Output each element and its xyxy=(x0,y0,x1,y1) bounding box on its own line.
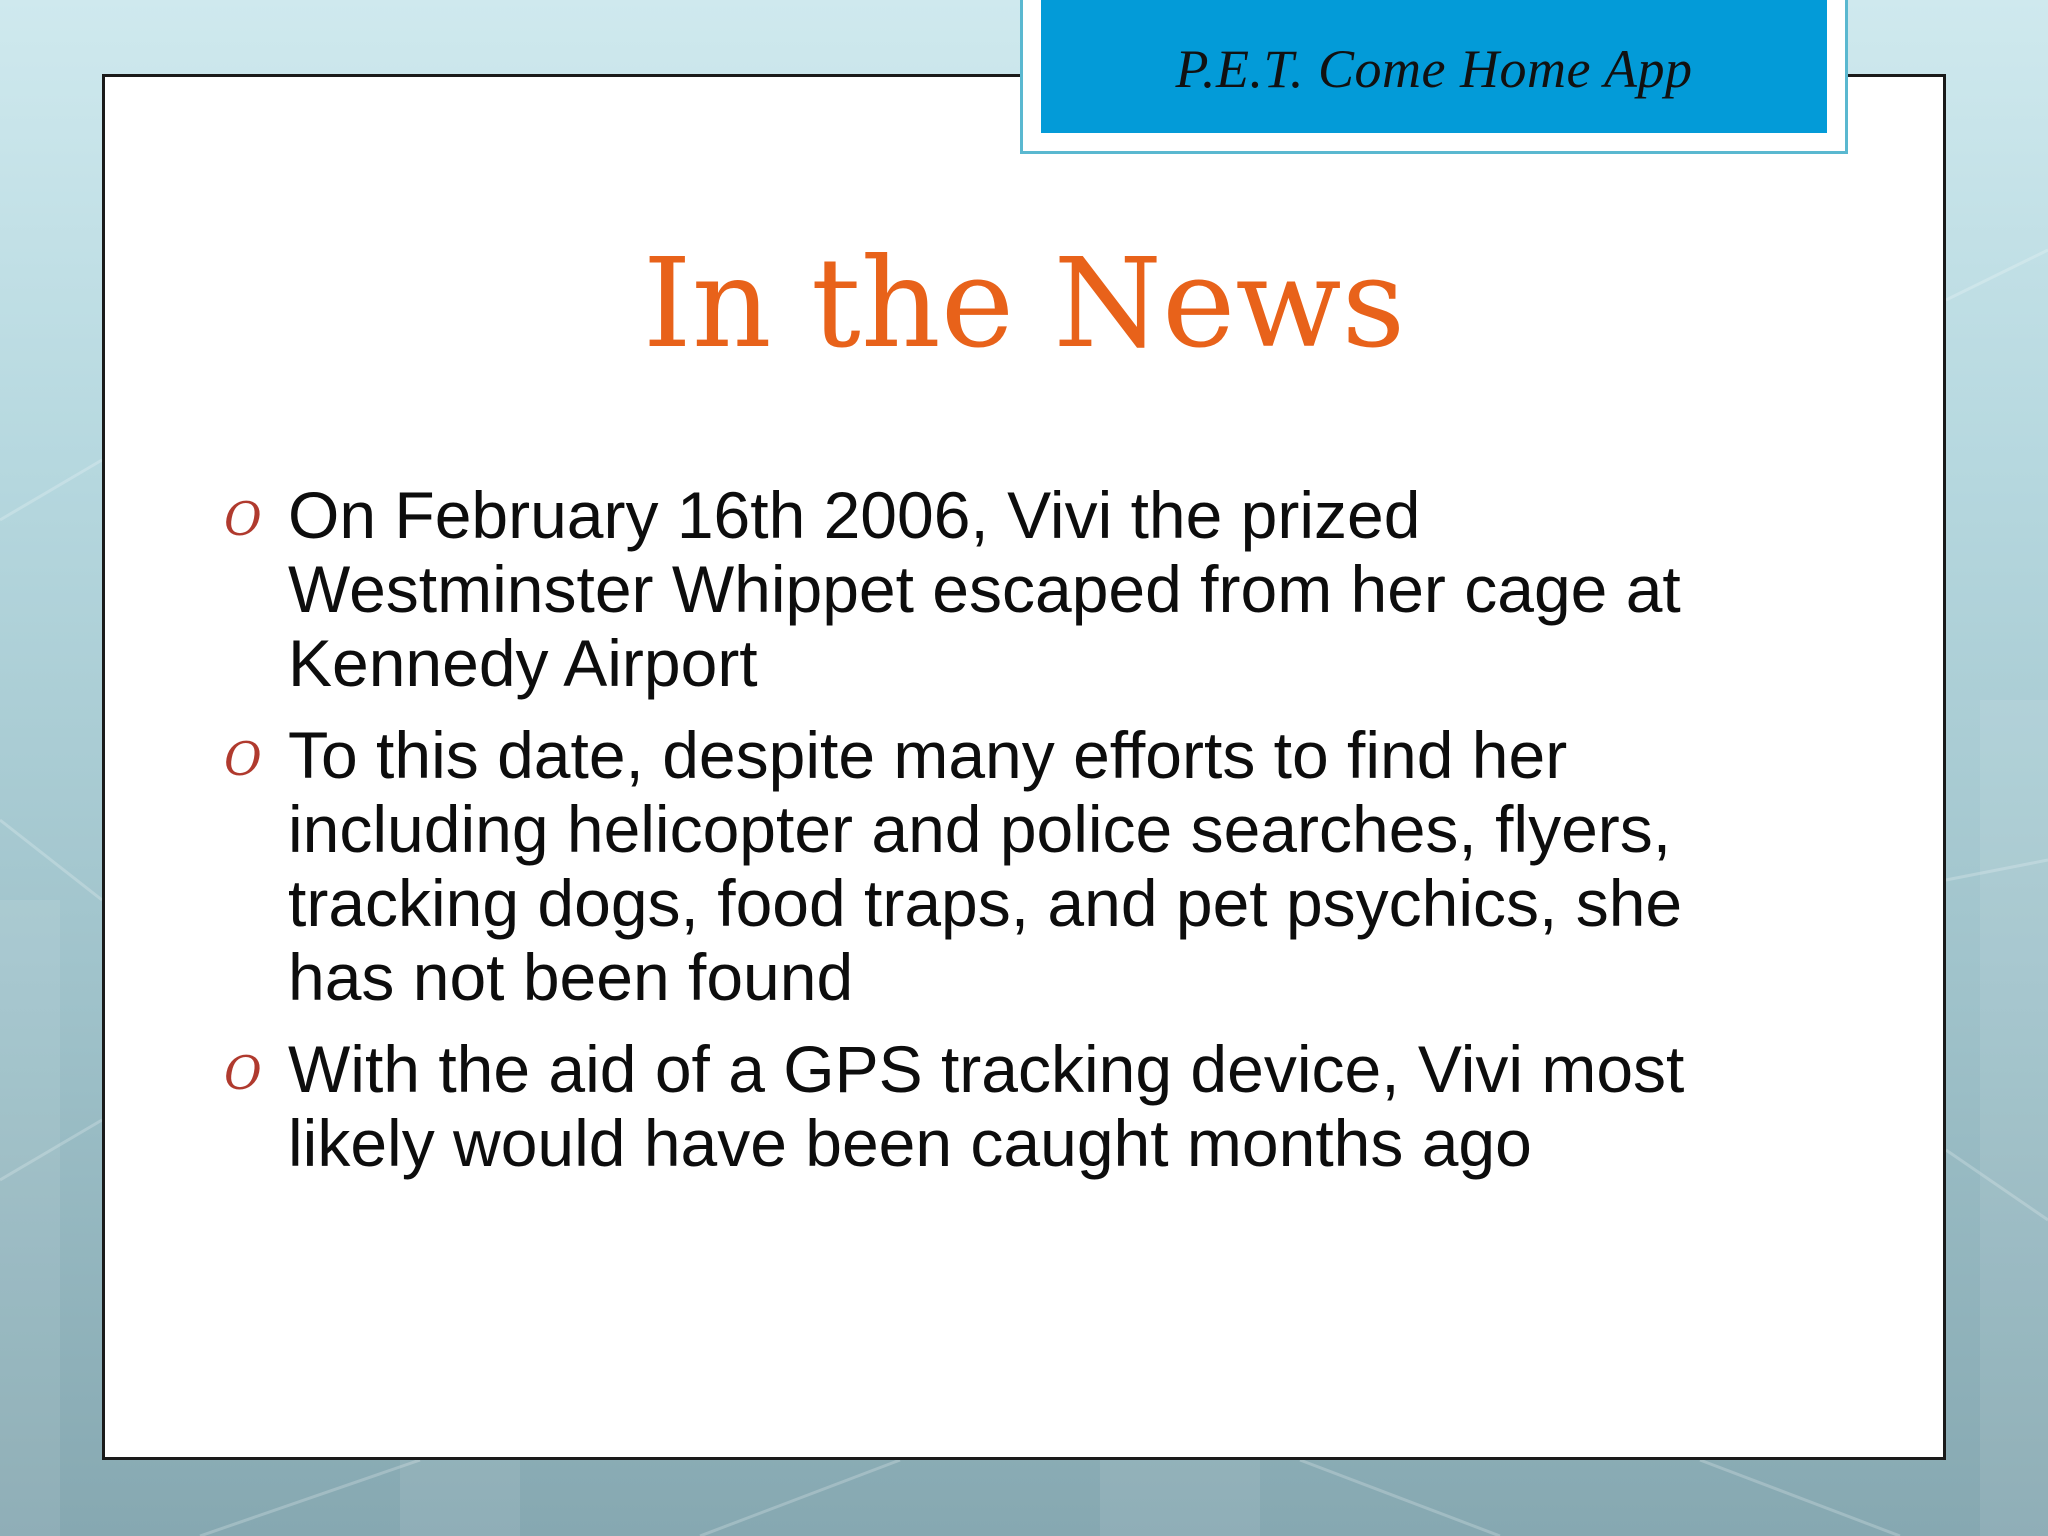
bullet-text: On February 16th 2006, Vivi the prized Westminster Whippet escaped from her cage at Kennedy Airport xyxy=(288,478,1681,700)
bullet-icon: O xyxy=(224,1046,262,1100)
header-tab-fill xyxy=(1041,0,1827,133)
header-tab-text: P.E.T. Come Home App xyxy=(1175,39,1693,99)
bullet-item xyxy=(222,718,1762,1014)
bullet-item xyxy=(222,1032,1762,1180)
bullet-text: With the aid of a GPS tracking device, Vivi most likely would have been caught months ago xyxy=(288,1032,1685,1180)
slide-title: In the News xyxy=(642,232,1406,376)
bullet-list xyxy=(222,478,1762,1198)
bullet-item xyxy=(222,478,1762,700)
bullet-icon: O xyxy=(224,732,262,786)
header-tab xyxy=(1020,0,1848,154)
bullet-icon: O xyxy=(224,492,262,546)
bullet-text: To this date, despite many efforts to find her including helicopter and police searches, flyers, tracking dogs, food traps, and pet psychics, she has not been found xyxy=(288,718,1683,1014)
